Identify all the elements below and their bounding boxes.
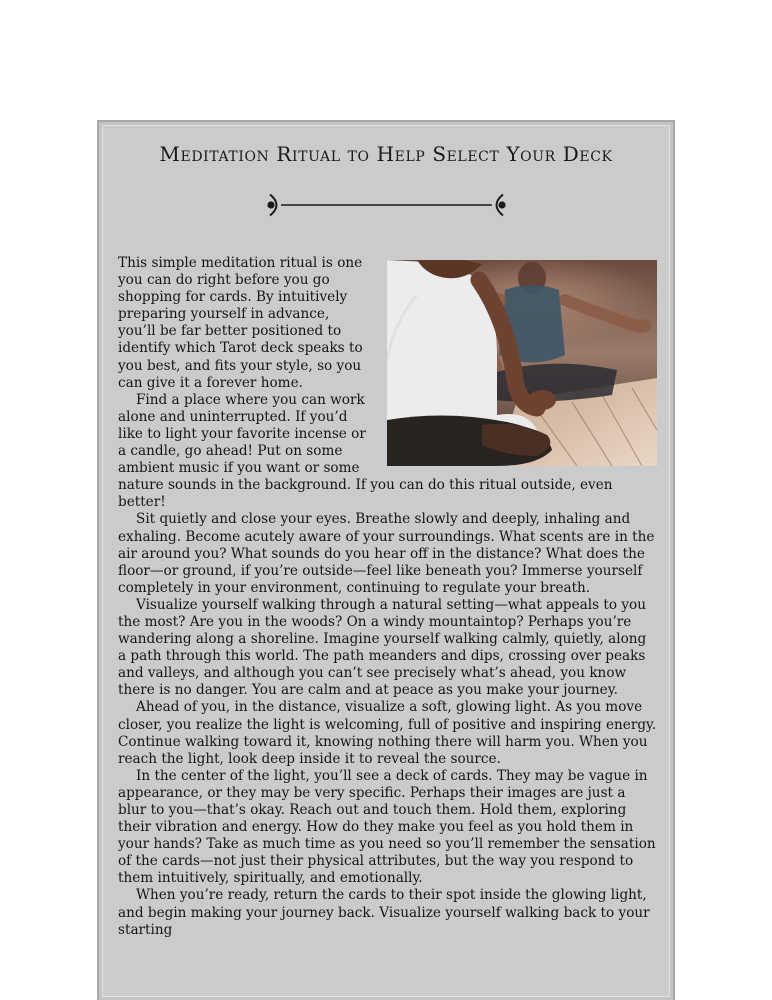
paragraph: In the center of the light, you’ll see a deck of cards. They may be vague in appearance, or they may be very specific. Perhaps their images are just a blur to you—that’s okay. Reach out and touch them. Hold them, exploring their vibration and energy. How do they make you feel as you hold them in your hands? Take as much time as you need so you’ll remember the sensation of the cards—not just their physical attributes, but the way you respond to them intuitively, spiritually, and emotionally. xyxy=(118,767,656,887)
paragraph: Visualize yourself walking through a natural setting—what appeals to you the most? Are you in the woods? On a windy mountaintop? Perhaps you’re wandering along a shoreline. Imagine yourself walking calmly, quietly, along a path through this world. The path meanders and dips, crossing over peaks and valleys, and although you can’t see precisely what’s ahead, you know there is no danger. You are calm and at peace as you make your journey. xyxy=(118,596,647,699)
paragraph: Find a place where you can work alone and uninterrupted. If you’d like to light your favorite incense or a candle, go ahead! Put on some ambient music if you want or some nature sounds in the background. If you can do this ritual outside, even better! xyxy=(118,391,613,511)
sidebar-body xyxy=(118,255,658,939)
paragraph: Ahead of you, in the distance, visualize a soft, glowing light. As you move closer, you realize the light is welcoming, full of positive and inspiring energy. Continue walking toward it, knowing nothing there will harm you. When you reach the light, look deep inside it to reveal the source. xyxy=(118,699,657,767)
paragraph: This simple meditation ritual is one you can do right before you go shopping for cards. By intuitively preparing yourself in advance, you’ll be far better positioned to identify which Tarot deck speaks to you best, and fits your style, so you can give it a forever home. xyxy=(118,255,363,391)
photo-spacer xyxy=(366,255,658,477)
meditation-sidebar xyxy=(97,120,675,1000)
ornamental-rule-icon xyxy=(259,190,514,220)
paragraph: When you’re ready, return the cards to their spot inside the glowing light, and begin making your journey back. Visualize yourself walking back to your starting xyxy=(118,887,650,938)
paragraph: Sit quietly and close your eyes. Breathe slowly and deeply, inhaling and exhaling. Become acutely aware of your surroundings. What scents are in the air around you? What sounds do you hear off in the distance? What does the floor—or ground, if you’re outside—feel like beneath you? Immerse yourself completely in your environment, continuing to regulate your breath. xyxy=(118,511,655,596)
sidebar-title: Meditation Ritual to Help Select Your Deck xyxy=(159,142,613,166)
